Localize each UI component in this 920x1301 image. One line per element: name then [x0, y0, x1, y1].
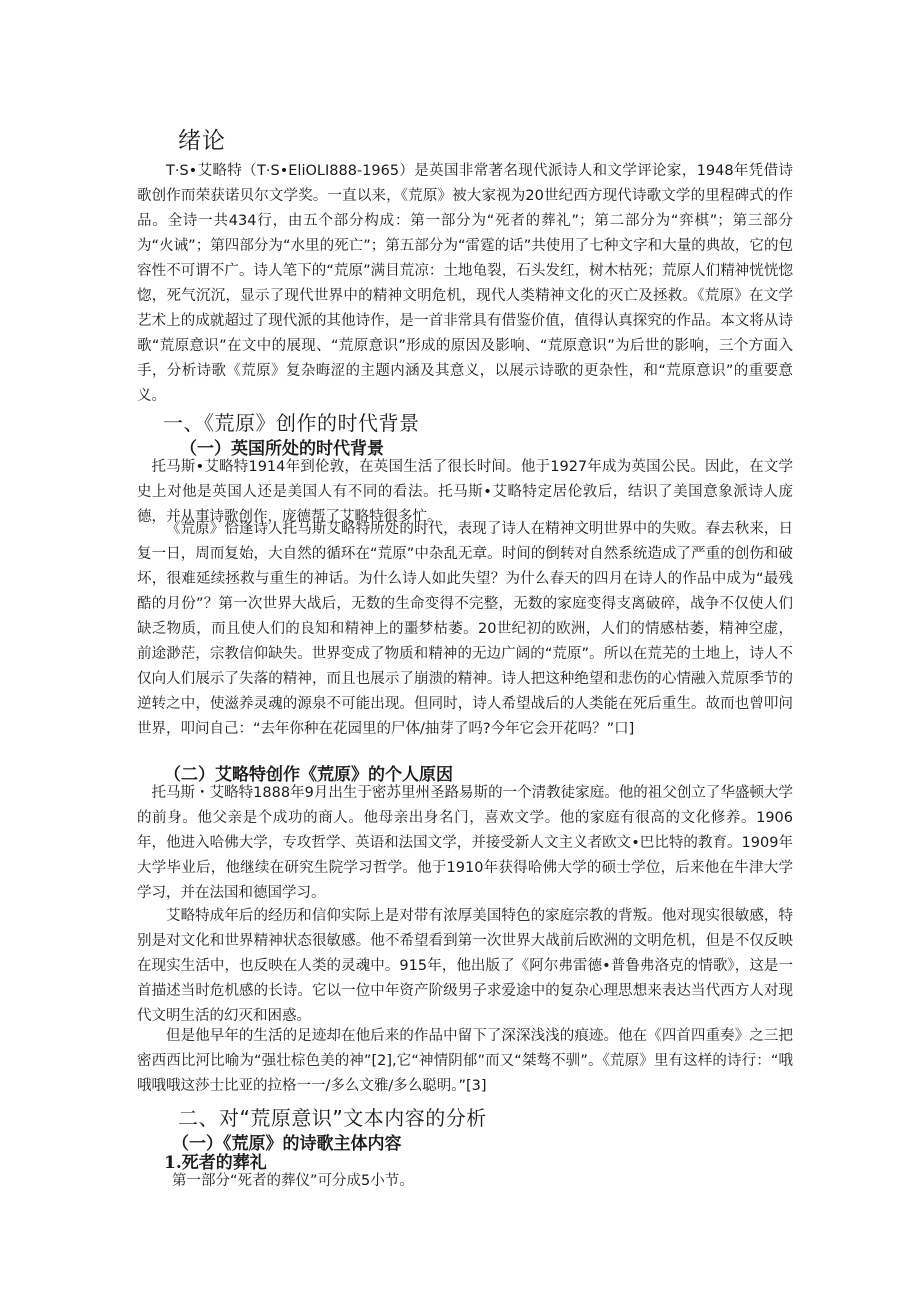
section-1-sub-2-title: （二）艾略特创作《荒原》的个人原因	[164, 765, 453, 785]
section-1-sub-1-paragraph-2: 《荒原》恰逢诗人托马斯艾略特所处的时代，表现了诗人在精神文明世界中的失败。春去秋来，日复一日，周而复始，大自然的循环在“荒原”中杂乱无章。时间的倒转对自然系统造成了严重的创伤和破坏，很难延续拯救与重生的神话。为什么诗人如此失望？为什么春天的四月在诗人的作品中成为“最残酷的月份”？第一次世界大战后，无数的生命变得不完整，无数的家庭变得支离破碎，战争不仅使人们缺乏物质，而且使人们的良知和精神上的噩梦枯萎。20世纪初的欧洲，人们的情感枯萎，精神空虚，前途渺茫，宗教信仰缺失。世界变成了物质和精神的无边广阔的“荒原”。所以在荒芜的土地上，诗人不仅向人们展示了失落的精神，而且也展示了崩溃的精神。诗人把这种绝望和悲伤的心情融入荒原季节的逆转之中，使滋养灵魂的源泉不可能出现。但同时，诗人希望战后的人类能在死后重生。故而也曾叩问世界，叩问自己：“去年你种在花园里的尸体/抽芽了吗?今年它会开花吗？”口]	[137, 521, 793, 737]
section-2-item-1-title: 1.死者的葬礼	[164, 1153, 267, 1173]
section-1-title: 一、《荒原》创作的时代背景	[163, 411, 420, 435]
section-1-sub-1-title: （一）英国所处的时代背景	[180, 439, 384, 459]
section-2-sub-1-title: （一）《荒原》的诗歌主体内容	[172, 1134, 402, 1154]
intro-paragraph: T·S•艾略特（T·S•EliOLI888-1965）是英国非常著名现代派诗人和文学评论家，1948年凭借诗歌创作而荣获诺贝尔文学奖。一直以来，《荒原》被大家视为20世纪西方现代诗歌文学的里程碑式的作品。全诗一共434行，由五个部分构成：第一部分为“死者的葬礼”；第二部分为“弈棋”；第三部分为“火诫”；第四部分为“水里的死亡”；第五部分为“雷霆的话”共使用了七种文字和大量的典故，它的包容性不可谓不广。诗人笔下的“荒原”满目荒凉：土地龟裂，石头发红，树木枯死；荒原人们精神恍恍惚惚，死气沉沉，显示了现代世界中的精神文明危机，现代人类精神文化的灭亡及拯救。《荒原》在文学艺术上的成就超过了现代派的其他诗作，是一首非常具有借鉴价值，值得认真探究的作品。本文将从诗歌“荒原意识”在文中的展现、“荒原意识”形成的原因及影响、“荒原意识”为后世的影响，三个方面入手，分析诗歌《荒原》复杂晦涩的主题内涵及其意义，以展示诗歌的更杂性，和“荒原意识”的重要意义。	[137, 163, 793, 404]
section-1-sub-2-paragraph-2: 艾略特成年后的经历和信仰实际上是对带有浓厚美国特色的家庭宗教的背叛。他对现实很敏感，特别是对文化和世界精神状态很敏感。他不希望看到第一次世界大战前后欧洲的文明危机，但是不仅反映在现实生活中，也反映在人类的灵魂中。915年，他出版了《阿尔弗雷德•普鲁弗洛克的情歌》，这是一首描述当时危机感的长诗。它以一位中年资产阶级男子求爱途中的复杂心理思想来表达当代西方人对现代文明生活的幻灭和困惑。	[137, 908, 793, 1024]
section-2-title: 二、对“荒原意识”文本内容的分析	[178, 1106, 487, 1130]
section-1-sub-1-paragraph-1: 托马斯•艾略特1914年到伦敦，在英国生活了很长时间。他于1927年成为英国公民。因此，在文学史上对他是英国人还是美国人有不同的看法。托马斯•艾略特定居伦敦后，结识了美国意象派诗人庞德，并从事诗歌创作，庞德帮了艾略特很多忙。	[137, 459, 793, 525]
intro-heading: 绪论	[178, 128, 226, 154]
section-2-item-1-paragraph: 第一部分“死者的葬仪”可分成5小节。	[172, 1173, 414, 1189]
section-1-sub-2-paragraph-3: 但是他早年的生活的足迹却在他后来的作品中留下了深深浅浅的痕迹。他在《四首四重奏》之三把密西西比河比喻为“强壮棕色美的神”[2],它“神情阴郁”而又“桀骜不驯”。《荒原》里有这样的诗行：“哦哦哦哦这莎士比亚的拉格一一/多么文雅/多么聪明。”[3]	[137, 1028, 793, 1094]
section-1-sub-2-paragraph-1: 托马斯・艾略特1888年9月出生于密苏里州圣路易斯的一个清教徒家庭。他的祖父创立了华盛顿大学的前身。他父亲是个成功的商人。他母亲出身名门，喜欢文学。他的家庭有很高的文化修养。1906年，他进入哈佛大学，专攻哲学、英语和法国文学，并接受新人文主义者欧文•巴比特的教育。1909年大学毕业后，他继续在研究生院学习哲学。他于1910年获得哈佛大学的硕士学位，后来他在牛津大学学习，并在法国和德国学习。	[137, 785, 793, 901]
